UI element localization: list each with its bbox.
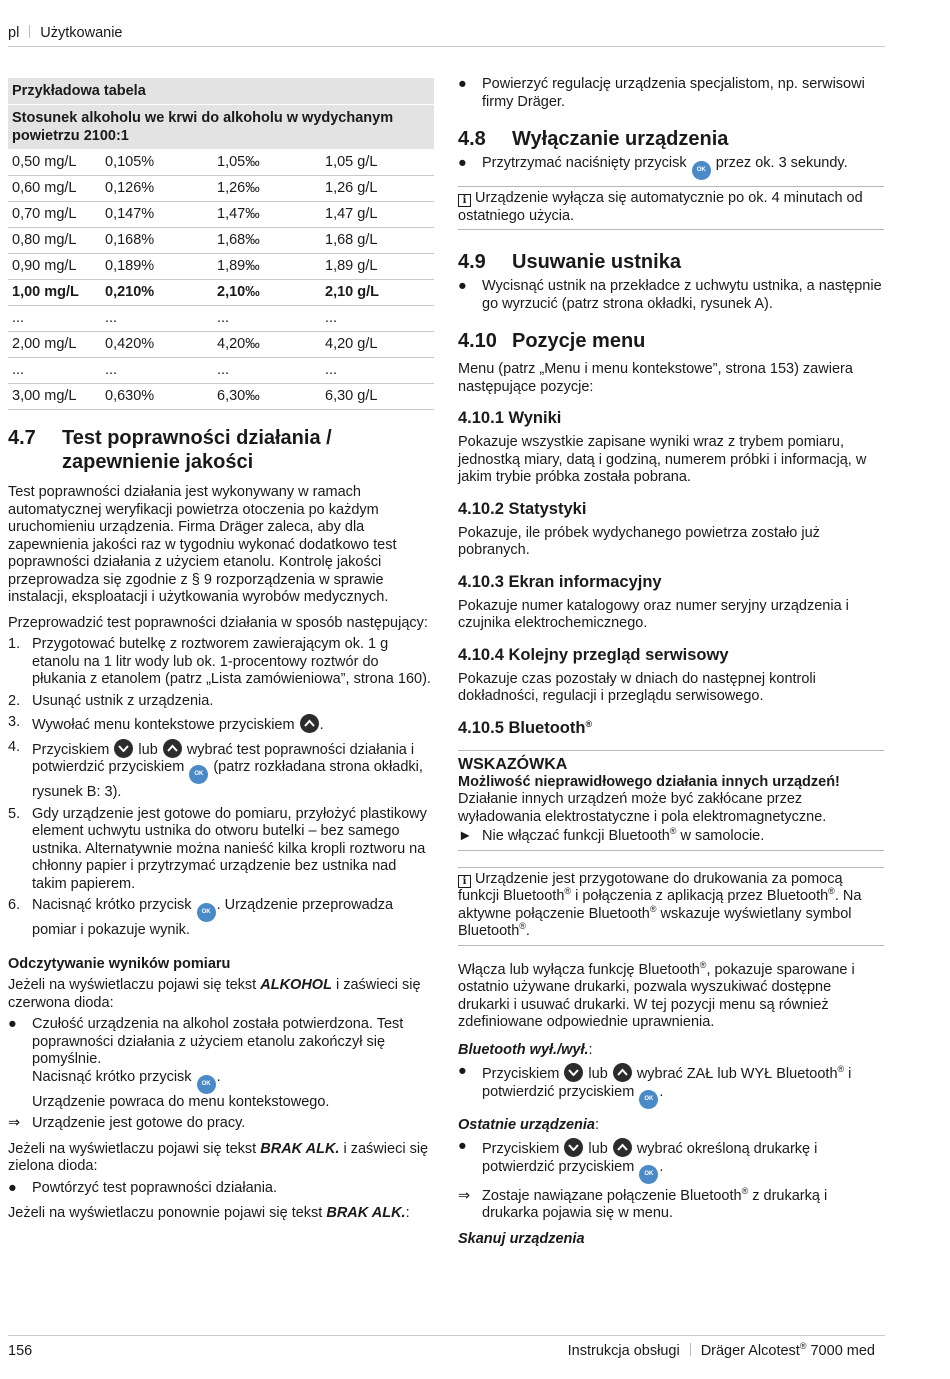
table-cell: 0,168% (101, 228, 213, 254)
table-cell: 0,147% (101, 202, 213, 228)
list-item (458, 1138, 884, 1184)
action-arrow: ► (458, 828, 473, 844)
table-cell: 3,00 mg/L (8, 384, 101, 410)
paragraph (8, 977, 434, 1012)
list-item (8, 1016, 434, 1111)
subsection-heading: 4.10.4 Kolejny przegląd serwisowy (458, 645, 729, 664)
subsection-heading (458, 718, 884, 738)
section-heading-4-8 (458, 127, 884, 151)
bullet: ● (458, 278, 467, 294)
table-cell: 1,05 g/L (321, 150, 434, 176)
result-text (482, 1185, 884, 1223)
result-arrow: ⇒ (458, 1187, 471, 1204)
text: Przyciskiem (482, 1141, 564, 1157)
page-footer (8, 1335, 885, 1359)
paragraph (458, 1042, 884, 1060)
table-row (8, 332, 434, 358)
step-number: 5. (8, 805, 21, 822)
list-item (8, 897, 434, 940)
menu-item-label: Skanuj urządzenia (458, 1230, 585, 1247)
step-number: 3. (8, 714, 21, 730)
registered-mark: ® (741, 1185, 749, 1196)
paragraph (458, 959, 884, 1032)
registered-mark: ® (828, 886, 835, 896)
table-cell: 0,210% (101, 280, 213, 306)
text: Zostaje nawiązane połączenie Bluetooth (482, 1187, 742, 1204)
table-title: Przykładowa tabela (8, 78, 434, 105)
text: Urządzenie powraca do menu kontekstowego. (32, 1093, 330, 1110)
step-text (32, 897, 434, 940)
table-cell: 0,420% (101, 332, 213, 358)
bullet: ● (8, 1016, 17, 1032)
text: . (525, 923, 530, 939)
ok-button-icon: OK (197, 1075, 216, 1094)
table-cell: 4,20 g/L (321, 332, 434, 358)
list-item (8, 1115, 434, 1133)
bullet-text (482, 1138, 884, 1184)
section-title: Usuwanie ustnika (512, 251, 681, 273)
section-heading-4-9 (458, 250, 884, 274)
bullet-text: Wycisnąć ustnik na przekładce z uchwytu ustnika, a następnie go wyrzucić (patrz strona okładki, rysunek A). (482, 278, 882, 312)
text: Wywołać menu kontekstowe przyciskiem (32, 717, 299, 733)
subheading: Odczytywanie wyników pomiaru (8, 955, 231, 972)
table-cell: ... (101, 306, 213, 332)
text: . (319, 717, 324, 733)
warning-subtitle: Możliwość nieprawidłowego działania innych urządzeń! (458, 773, 840, 790)
text: i zaświeci się zielona dioda: (8, 1140, 429, 1174)
info-icon: i (458, 875, 471, 888)
table-cell: 0,126% (101, 176, 213, 202)
text: Przyciskiem (482, 1066, 564, 1082)
text: w samolocie. (676, 828, 765, 844)
registered-mark: ® (699, 959, 707, 970)
list-item (458, 76, 884, 111)
registered-mark: ® (669, 826, 677, 836)
section-heading-4-7 (8, 426, 434, 474)
paragraph: Menu (patrz „Menu i menu kontekstowe”, strona 153) zawiera następujące pozycje: (458, 361, 853, 395)
table-row (8, 306, 434, 332)
table-cell: ... (321, 358, 434, 384)
bullet: ● (458, 76, 467, 92)
paragraph: Pokazuje numer katalogowy oraz numer seryjny urządzenia i czujnika elektrochemicznego. (458, 597, 849, 631)
step-text: Przygotować butelkę z roztworem zawierającym ok. 1 g etanolu na 1 litr wody lub ok. 1-procentowy roztwór do płukania z etanolem (patrz „Lista zamówieniowa”, strona 160). (32, 636, 431, 687)
table-cell: ... (213, 306, 321, 332)
bullet: ● (8, 1179, 17, 1196)
down-arrow-button-icon (564, 1063, 583, 1082)
text: Nacisnąć krótko przycisk (32, 1068, 196, 1085)
menu-item-label: Bluetooth wył./wył. (458, 1041, 589, 1058)
text: . Na aktywne połączenie Bluetooth (458, 888, 862, 922)
warning-text: Działanie innych urządzeń może być zakłócane przez wyładowania elektrostatyczne i pola elektromagnetyczne. (458, 791, 827, 825)
section-number: 4.9 (458, 251, 486, 273)
text: Jeżeli na wyświetlaczu pojawi się tekst (8, 1140, 261, 1157)
table-cell: 0,630% (101, 384, 213, 410)
text: lub (584, 1066, 612, 1082)
registered-mark: ® (519, 921, 526, 931)
ok-button-icon: OK (692, 161, 711, 180)
table-cell: 4,20‰ (213, 332, 321, 358)
warning-box (458, 750, 884, 851)
product-brand: Dräger Alcotest (700, 1343, 800, 1359)
text: Przytrzymać naciśnięty przycisk (482, 155, 691, 171)
list-item (8, 636, 434, 689)
footer-separator (690, 1343, 691, 1356)
text: . Urządzenie przeprowadza pomiar i pokazuje wynik. (32, 897, 394, 938)
down-arrow-button-icon (114, 739, 133, 758)
bullet-text: Powtórzyć test poprawności działania. (32, 1179, 278, 1196)
section-number: 4.7 (8, 427, 36, 449)
text: lub (584, 1141, 612, 1157)
table-cell: 1,89 g/L (321, 254, 434, 280)
product-model: 7000 med (806, 1343, 875, 1359)
text: : (405, 1205, 410, 1221)
text: wybrać ZAŁ lub WYŁ Bluetooth (632, 1066, 838, 1082)
table-row (8, 202, 434, 228)
table-cell: 0,50 mg/L (8, 150, 101, 176)
ok-button-icon: OK (197, 903, 216, 922)
table-cell: 1,00 mg/L (8, 280, 101, 306)
table-cell: 1,47‰ (213, 202, 321, 228)
list-item (8, 739, 434, 802)
info-note (458, 186, 884, 230)
paragraph: Pokazuje czas pozostały w dniach do następnej kontroli dokładności, regulacji i przeglądu serwisowego. (458, 670, 816, 704)
table-row (8, 358, 434, 384)
text: Włącza lub wyłącza funkcję Bluetooth (458, 961, 700, 978)
up-arrow-button-icon (613, 1138, 632, 1157)
list-item (458, 278, 884, 313)
text: Jeżeli na wyświetlaczu ponownie pojawi się tekst (8, 1205, 327, 1221)
up-arrow-button-icon (613, 1063, 632, 1082)
table-row (8, 280, 434, 306)
table-cell: 1,68 g/L (321, 228, 434, 254)
table-cell: ... (8, 358, 101, 384)
subsection-heading: 4.10.3 Ekran informacyjny (458, 572, 662, 591)
left-column (8, 78, 434, 1223)
doc-type: Instrukcja obsługi (567, 1343, 680, 1359)
section-title: Pozycje menu (512, 330, 646, 352)
bullet: ● (458, 1138, 467, 1154)
table-cell: ... (8, 306, 101, 332)
table-cell: 1,68‰ (213, 228, 321, 254)
table-row (8, 150, 434, 176)
table-cell: 1,26 g/L (321, 176, 434, 202)
section-number: 4.8 (458, 128, 486, 150)
text: Jeżeli na wyświetlaczu pojawi się tekst (8, 977, 261, 993)
text: Urządzenie jest przygotowane do drukowania za pomocą funkcji Bluetooth (458, 870, 843, 904)
table-cell: 1,89‰ (213, 254, 321, 280)
section-title: Test poprawności działania / zapewnienie jakości (62, 427, 332, 473)
list-item (8, 806, 434, 894)
up-arrow-button-icon (300, 714, 319, 733)
info-text: Urządzenie wyłącza się automatycznie po ok. 4 minutach od ostatniego użycia. (458, 190, 863, 224)
paragraph: Przeprowadzić test poprawności działania w sposób następujący: (8, 614, 428, 631)
text: wybrać określoną drukarkę i potwierdzić przyciskiem (482, 1141, 818, 1175)
table-cell: 0,90 mg/L (8, 254, 101, 280)
text: : (588, 1041, 593, 1058)
list-item (458, 1063, 884, 1109)
list-item (8, 1180, 434, 1198)
table-cell: ... (101, 358, 213, 384)
text: z drukarką i drukarka pojawia się w menu. (482, 1187, 828, 1221)
text: . (659, 1158, 664, 1175)
ok-button-icon: OK (639, 1165, 658, 1184)
header-separator (29, 25, 30, 38)
text: Nie włączać funkcji Bluetooth (482, 828, 670, 844)
paragraph (458, 1117, 884, 1135)
paragraph: Pokazuje, ile próbek wydychanego powietrza zostało już pobranych. (458, 524, 820, 558)
table-cell: 6,30 g/L (321, 384, 434, 410)
text: 4.10.5 Bluetooth (458, 718, 586, 737)
bullet: ● (458, 1063, 467, 1079)
display-text: ALKOHOL (260, 977, 332, 993)
bullet-text: Powierzyć regulację urządzenia specjalistom, np. serwisowi firmy Dräger. (482, 76, 865, 110)
text: Czułość urządzenia na alkohol została potwierdzona. Test poprawności działania z użyciem etanolu zakończył się pomyślnie. (32, 1016, 404, 1067)
list-item (8, 714, 434, 735)
right-column (458, 76, 884, 1248)
text: i zaświeci się czerwona dioda: (8, 977, 421, 1011)
table-cell: 1,47 g/L (321, 202, 434, 228)
text: przez ok. 3 sekundy. (711, 155, 848, 171)
text: . (659, 1083, 664, 1100)
result-text: Urządzenie jest gotowe do pracy. (32, 1115, 246, 1131)
table-cell: 2,10 g/L (321, 280, 434, 306)
text: Przyciskiem (32, 741, 114, 758)
text: , pokazuje sparowane i ostatnio używane drukarki, pozwala wyszukiwać dostępne drukarki i usuwać drukarki. W tej pozycji menu są również zdefiniowane odpowiednie uprawnienia. (458, 961, 855, 1030)
step-number: 6. (8, 897, 21, 913)
text: . (216, 1068, 221, 1085)
step-text: Usunąć ustnik z urządzenia. (32, 692, 214, 709)
menu-item-label: Ostatnie urządzenia (458, 1116, 595, 1133)
step-text (32, 714, 434, 735)
alcohol-ratio-table (8, 78, 434, 410)
section-heading-4-10 (458, 329, 884, 353)
paragraph (8, 1141, 434, 1176)
page-header (8, 25, 885, 47)
info-icon: i (458, 194, 471, 207)
text: wskazuje wyświetlany symbol Bluetooth (458, 905, 852, 939)
text: Nacisnąć krótko przycisk (32, 897, 196, 913)
registered-mark: ® (799, 1341, 807, 1351)
list-item (458, 1185, 884, 1223)
text: i potwierdzić przyciskiem (482, 1066, 852, 1100)
table-cell: 0,189% (101, 254, 213, 280)
paragraph: Pokazuje wszystkie zapisane wyniki wraz z trybem pomiaru, jednostką miary, datą i godziną, numerem próbki i informacją, w jakim trybie próbka została pobrana. (458, 434, 867, 485)
step-number: 2. (8, 692, 21, 709)
text: : (594, 1116, 600, 1133)
bullet-text (32, 1016, 434, 1111)
down-arrow-button-icon (564, 1138, 583, 1157)
subsection-heading: 4.10.2 Statystyki (458, 499, 587, 518)
table-cell: 6,30‰ (213, 384, 321, 410)
table-row (8, 384, 434, 410)
bullet: ● (458, 155, 467, 171)
table-cell: 1,26‰ (213, 176, 321, 202)
table-subtitle: Stosunek alkoholu we krwi do alkoholu w wydychanym powietrzu 2100:1 (8, 105, 434, 150)
text: lub (134, 741, 162, 758)
page-number: 156 (8, 1343, 33, 1359)
warning-title: WSKAZÓWKA (458, 755, 568, 773)
step-text: Gdy urządzenie jest gotowe do pomiaru, przyłożyć plastikowy element uchwytu ustnika do otworu butelki – bez samego ustnika. Alternatywnie można nanieść kilka kropli roztworu na chłonny papier i przytrzymać urządzenie bez ustnika nad takim papierem. (32, 805, 427, 892)
registered-mark: ® (837, 1064, 845, 1074)
text: wybrać test poprawności działania i potwierdzić przyciskiem (32, 741, 415, 775)
registered-mark: ® (564, 886, 572, 896)
subsection-heading: 4.10.1 Wyniki (458, 409, 562, 427)
section-number: 4.10 (458, 330, 497, 352)
table-cell: ... (213, 358, 321, 384)
list-item (8, 693, 434, 711)
section-title: Wyłączanie urządzenia (512, 128, 729, 150)
header-lang: pl (8, 25, 20, 41)
bullet-text (482, 1063, 884, 1109)
bullet-text (482, 155, 884, 180)
table-cell: 0,60 mg/L (8, 176, 101, 202)
table-cell: 2,00 mg/L (8, 332, 101, 358)
table-cell: 0,70 mg/L (8, 202, 101, 228)
paragraph: Test poprawności działania jest wykonywany w ramach automatycznej weryfikacji powietrza otoczenia po każdym uruchomieniu urządzenia. Firma Dräger zaleca, aby dla zapewnienia jakości raz w tygodniu wykonać dodatkowo test poprawności działania z użyciem etanolu. Kontrolę jakości przeprowadza się zgodnie z § 9 rozporządzenia w sprawie instalacji, eksploatacji i użytkowania wyrobów medycznych. (8, 484, 397, 605)
display-text: BRAK ALK. (260, 1140, 340, 1157)
ok-button-icon: OK (189, 765, 208, 784)
step-text (32, 739, 434, 802)
table-cell: ... (321, 306, 434, 332)
ok-button-icon: OK (639, 1090, 658, 1109)
table-cell: 0,105% (101, 150, 213, 176)
registered-mark: ® (649, 903, 657, 914)
footer-doc-info (568, 1343, 875, 1361)
table-row (8, 254, 434, 280)
list-item (458, 155, 884, 180)
paragraph (8, 1205, 434, 1223)
display-text: BRAK ALK. (326, 1205, 406, 1221)
text: i połączenia z aplikacją przez Bluetooth (571, 888, 829, 904)
table-row (8, 176, 434, 202)
text: (patrz rozkładana strona okładki, rysunek B: 3). (32, 759, 423, 800)
up-arrow-button-icon (163, 739, 182, 758)
step-number: 4. (8, 738, 21, 755)
action-text (482, 828, 884, 846)
result-arrow: ⇒ (8, 1115, 21, 1131)
step-number: 1. (8, 636, 21, 652)
header-section: Użytkowanie (40, 25, 123, 41)
list-item (458, 828, 884, 846)
info-note (458, 867, 884, 946)
table-cell: 1,05‰ (213, 150, 321, 176)
table-cell: 0,80 mg/L (8, 228, 101, 254)
table-cell: 2,10‰ (213, 280, 321, 306)
registered-mark: ® (585, 718, 593, 729)
table-row (8, 228, 434, 254)
